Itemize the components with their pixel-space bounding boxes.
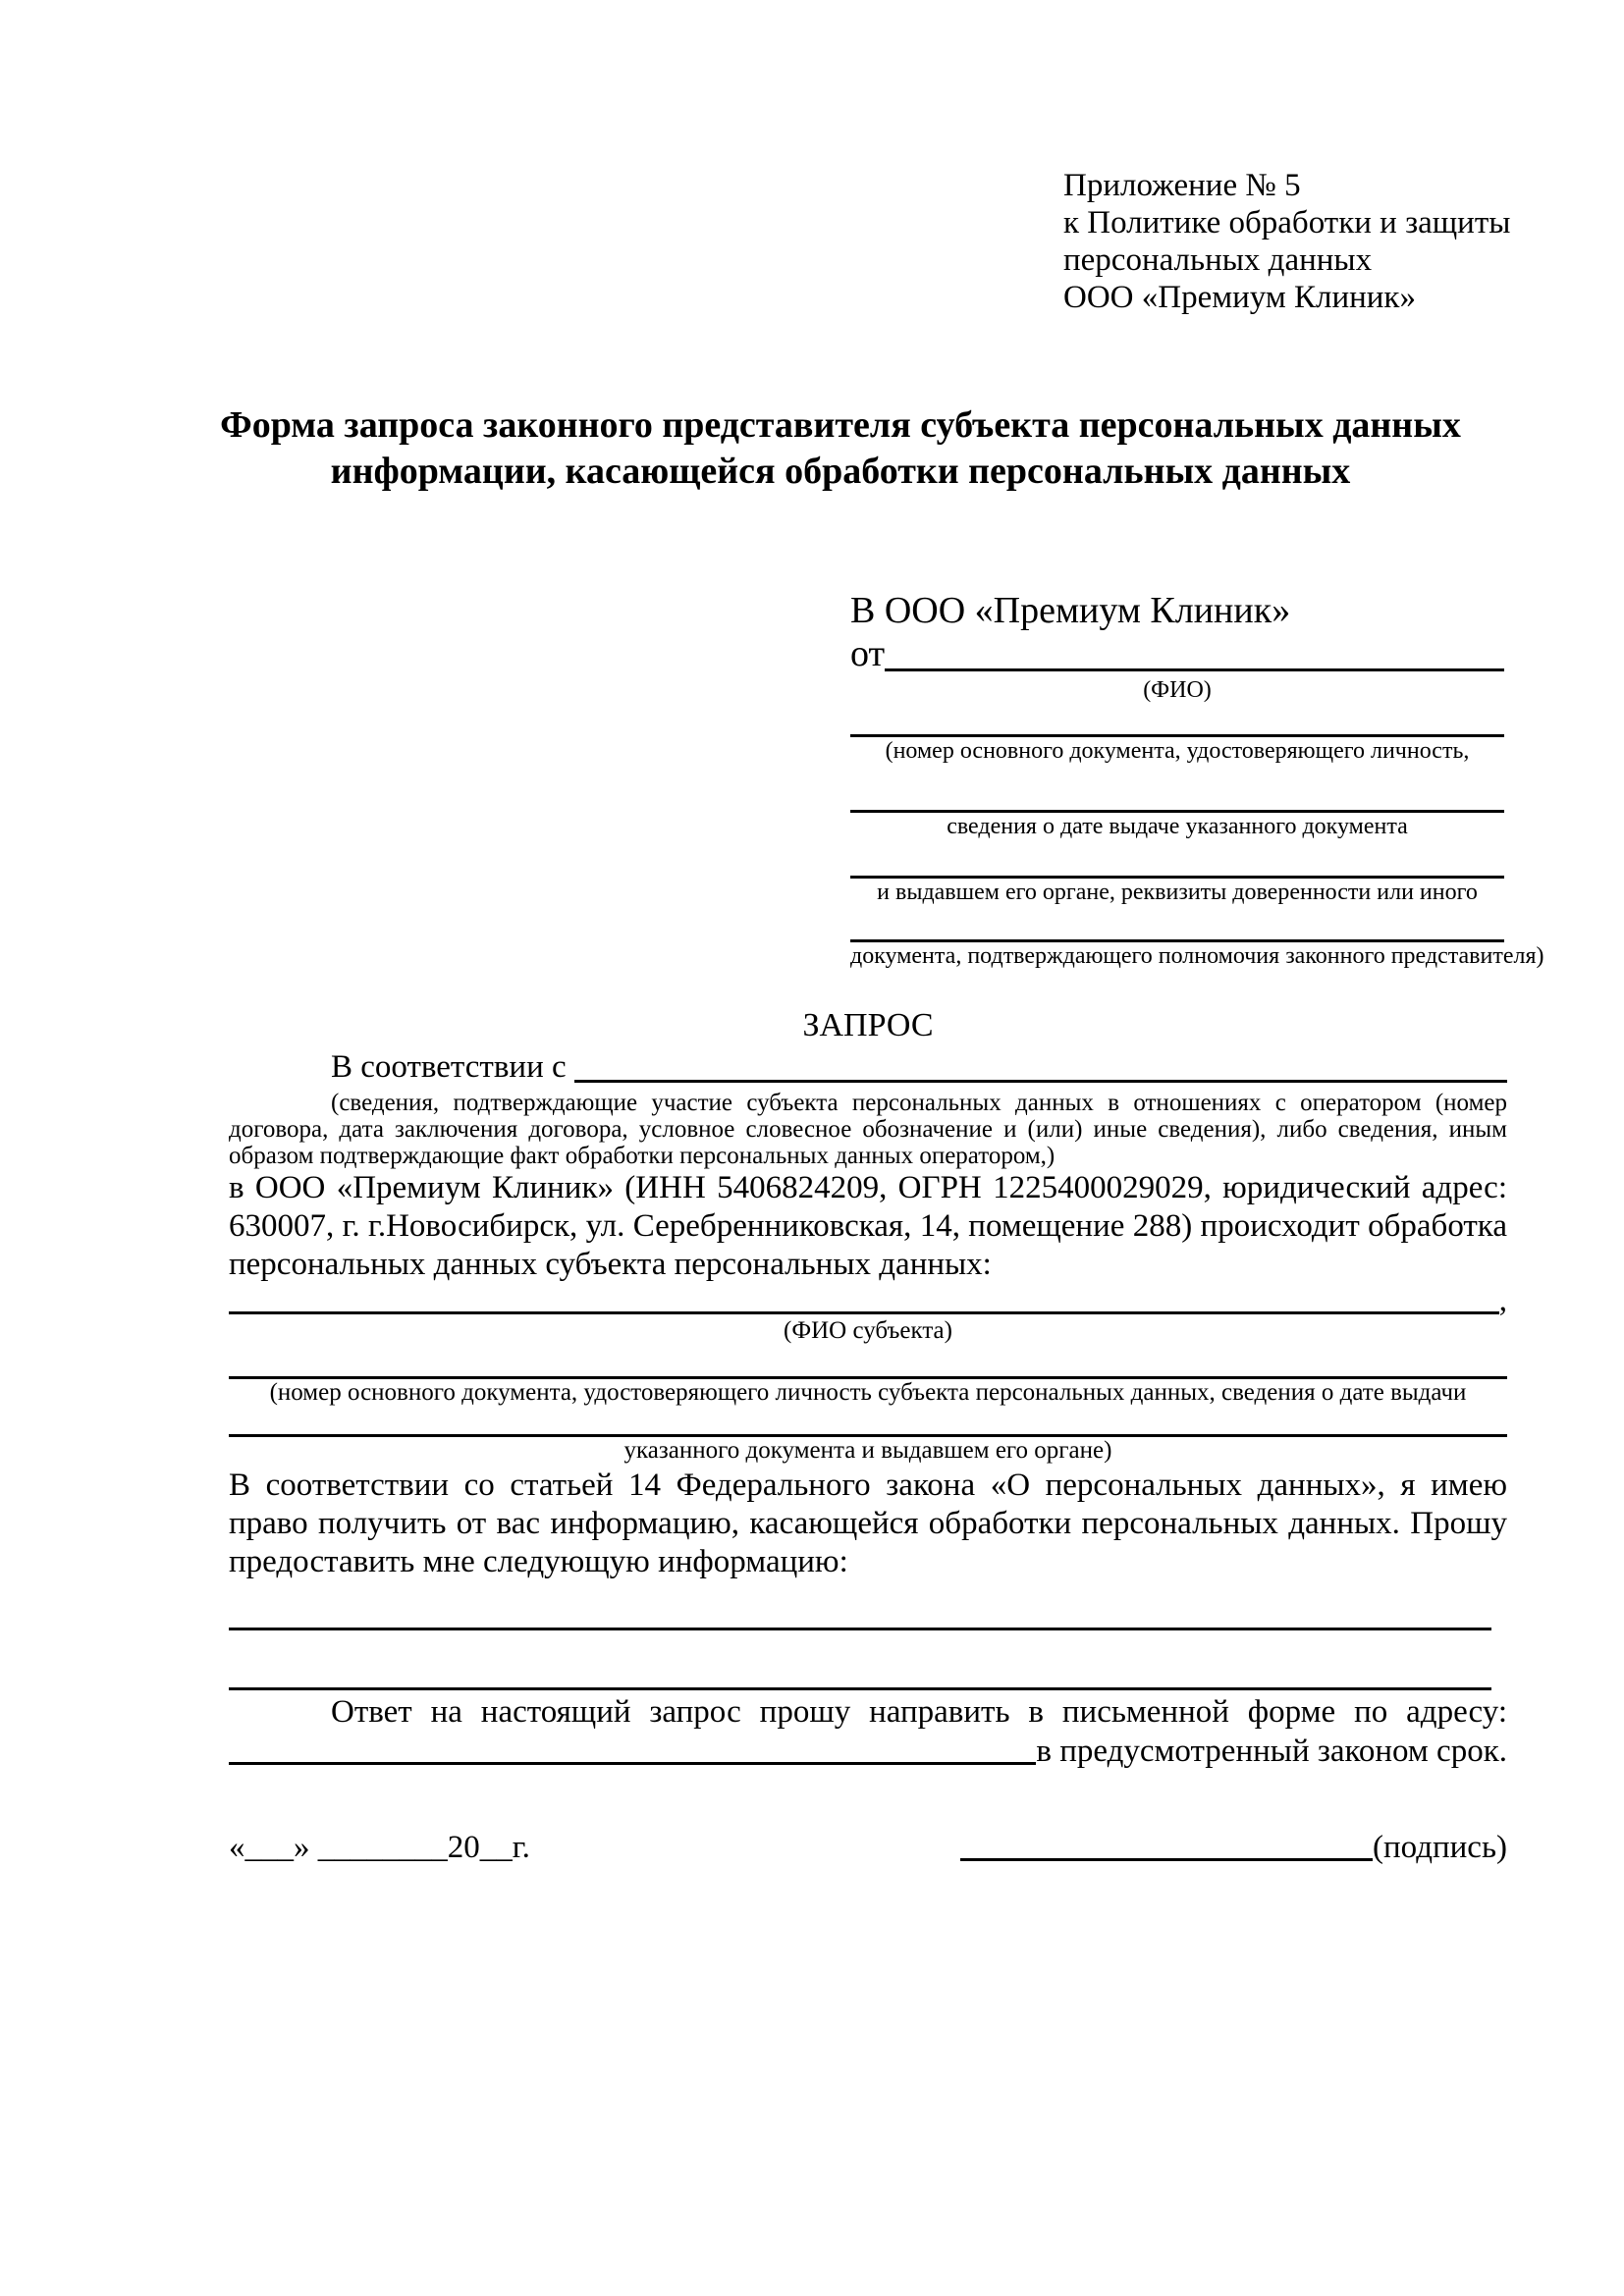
signature-field-line[interactable] [960,1858,1373,1861]
representative-doc-caption-4: документа, подтверждающего полномочия законного представителя) [850,943,1544,969]
answer-paragraph-tail: в предусмотренный законом срок. [1036,1734,1507,1769]
representative-doc-field-line-2[interactable] [850,765,1504,813]
subject-fio-comma: , [1498,1283,1507,1318]
law-paragraph: В соответствии со статьей 14 Федерального закона «О персональных данных», я имею право получить от вас информацию, касающейся обработки персональных данных. Прошу предоставить мне следующую информацию: [229,1468,1507,1579]
footer-row [229,1828,1507,1867]
representative-doc-caption-3: и выдавшем его органе, реквизиты доверенности или иного [877,880,1478,905]
appendix-block [1063,167,1510,316]
basis-row [229,1048,1507,1087]
signature-caption: (подпись) [1373,1830,1507,1865]
subject-fio-caption: (ФИО субъекта) [784,1317,952,1344]
answer-address-field-line[interactable] [229,1762,1036,1765]
appendix-line-3: персональных данных [1063,242,1373,278]
appendix-line-2: к Политике обработки и защиты [1063,205,1511,240]
representative-doc-field-line-3[interactable] [850,840,1504,879]
appendix-line-1: Приложение № 5 [1063,168,1301,203]
representative-doc-field-line-1[interactable] [850,705,1504,737]
from-row [850,632,1504,675]
representative-fio-field-line[interactable] [885,632,1504,671]
date-field[interactable]: «___» ________20__г. [229,1830,530,1865]
requested-info-field-line-1[interactable] [229,1581,1491,1630]
subject-doc-caption-1: (номер основного документа, удостоверяющего личность субъекта персональных данных, сведения о дате выдачи [269,1379,1467,1406]
basis-caption: (сведения, подтверждающие участие субъекта персональных данных в отношениях с оператором (номер договора, дата заключения договора, условное словесное обозначение и (или) иные сведения), либо сведения, иным образом подтверждающие факт обработки персональных данных оператором,) [229,1090,1507,1169]
subject-doc-field-line-1[interactable] [229,1345,1507,1379]
basis-label: В соответствии с [331,1049,574,1085]
request-body [229,1048,1507,1771]
from-label: от [850,633,886,674]
addressee-organization: В ООО «Премиум Клиник» [850,590,1291,631]
request-heading: ЗАПРОС [802,1007,934,1043]
operator-paragraph: в ООО «Премиум Клиник» (ИНН 5406824209, ОГРН 1225400029029, юридический адрес: 630007, г. г.Новосибирск, ул. Серебренниковская, 14, помещение 288) происходит обработка персональных данных субъекта персональных данных: [229,1170,1507,1282]
addressee-block [850,589,1544,970]
representative-doc-caption-2: сведения о дате выдаче указанного документа [947,814,1408,839]
representative-doc-caption-1: (номер основного документа, удостоверяющего личность, [885,738,1470,764]
requested-info-field-line-2[interactable] [229,1630,1491,1690]
subject-fio-field-line[interactable] [229,1311,1499,1314]
signature-block [530,1828,1507,1867]
appendix-line-4: ООО «Премиум Клиник» [1063,280,1416,315]
basis-field-line[interactable] [574,1048,1507,1083]
answer-paragraph-line-1: Ответ на настоящий запрос прошу направить в письменной форме по адресу: [331,1694,1507,1730]
representative-doc-field-line-4[interactable] [850,906,1504,942]
document-title: Форма запроса законного представителя субъекта персональных данных информации, касающейся обработки персональных данных [220,404,1461,492]
subject-fio-row [229,1284,1507,1317]
paragraph-indent [229,1048,331,1087]
answer-address-row [229,1732,1507,1771]
subject-doc-caption-2: указанного документа и выдавшем его органе) [623,1437,1112,1464]
subject-doc-field-line-2[interactable] [229,1407,1507,1437]
representative-fio-caption: (ФИО) [1143,677,1212,703]
